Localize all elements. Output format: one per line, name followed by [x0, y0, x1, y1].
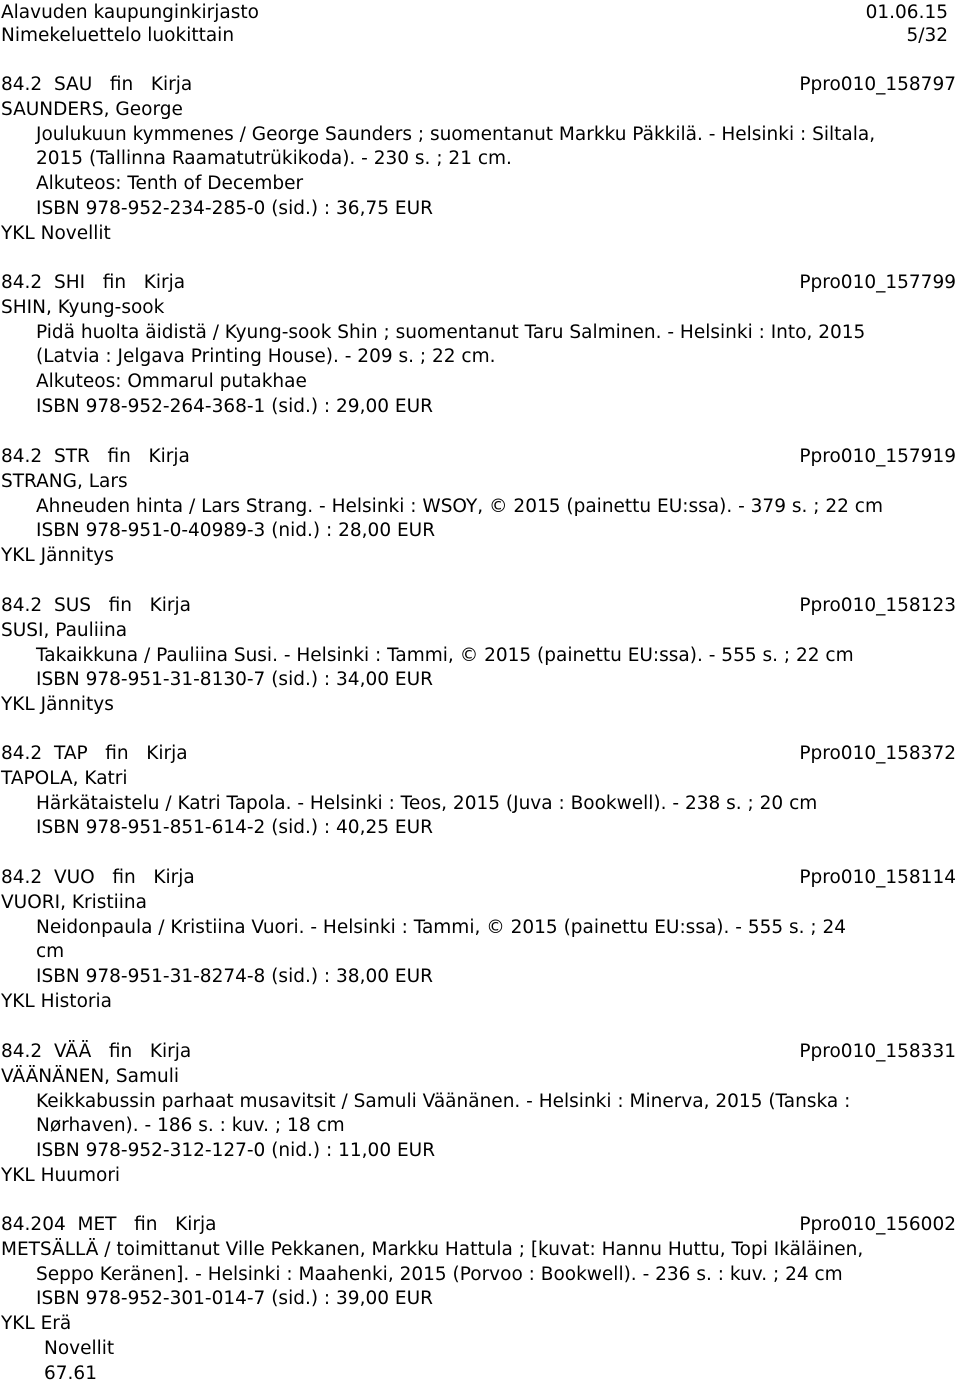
- record-isbn: ISBN 978-952-264-368-1 (sid.) : 29,00 EUR: [36, 395, 433, 417]
- record-id: Ppro010_158372: [799, 743, 956, 764]
- record-isbn: ISBN 978-952-312-127-0 (nid.) : 11,00 EUR: [36, 1140, 436, 1162]
- record-author: SAUNDERS, George: [1, 98, 183, 120]
- record-isbn: ISBN 978-952-234-285-0 (sid.) : 36,75 EUR: [36, 197, 433, 219]
- record-id: Ppro010_156002: [799, 1214, 956, 1235]
- record-id: Ppro010_158331: [799, 1041, 956, 1062]
- call-number: 84.204 MET fin Kirja: [1, 1214, 217, 1235]
- record-metsalla: [0, 1213, 958, 1387]
- record-isbn: ISBN 978-952-301-014-7 (sid.) : 39,00 EUR: [36, 1288, 433, 1310]
- record-strang: [0, 445, 958, 569]
- call-number: 84.2 SAU fin Kirja: [1, 74, 193, 95]
- record-author: TAPOLA, Katri: [1, 767, 128, 789]
- record-id: Ppro010_158114: [799, 867, 956, 888]
- record-author: VUORI, Kristiina: [1, 891, 147, 913]
- record-heading: [0, 445, 958, 470]
- record-heading: [0, 271, 958, 296]
- record-id: Ppro010_158123: [799, 595, 956, 616]
- record-line: Pidä huolta äidistä / Kyung-sook Shin ; suomentanut Taru Salminen. - Helsinki : Into, 2015: [36, 321, 866, 343]
- record-ykl: YKL Historia: [1, 990, 112, 1012]
- record-ykl: YKL Huumori: [1, 1164, 121, 1186]
- call-number: 84.2 VUO fin Kirja: [1, 867, 195, 888]
- record-heading: [0, 866, 958, 891]
- record-isbn: ISBN 978-951-0-40989-3 (nid.) : 28,00 EUR: [36, 520, 436, 542]
- record-line: Takaikkuna / Pauliina Susi. - Helsinki : Tammi, © 2015 (painettu EU:ssa). - 555 s. ; 22 cm: [36, 644, 854, 666]
- record-line: Neidonpaula / Kristiina Vuori. - Helsinki : Tammi, © 2015 (painettu EU:ssa). - 555 s. ; 24: [36, 916, 847, 938]
- record-line: Alkuteos: Tenth of December: [36, 173, 304, 195]
- page-number: 5/32: [906, 25, 948, 46]
- record-heading: [0, 742, 958, 767]
- record-line: cm: [36, 941, 65, 963]
- record-ykl-extra: Novellit: [44, 1337, 115, 1359]
- record-heading: [0, 594, 958, 619]
- record-shin: [0, 271, 958, 420]
- record-ykl-class: 67.61: [44, 1362, 97, 1384]
- record-tapola: [0, 742, 958, 841]
- library-name: Alavuden kaupunginkirjasto: [1, 2, 259, 23]
- record-id: Ppro010_158797: [799, 74, 956, 95]
- record-line: (Latvia : Jelgava Printing House). - 209 s. ; 22 cm.: [36, 346, 496, 368]
- record-author: VÄÄNÄNEN, Samuli: [1, 1065, 180, 1087]
- record-ykl: YKL Novellit: [1, 222, 111, 244]
- record-line: Keikkabussin parhaat musavitsit / Samuli Väänänen. - Helsinki : Minerva, 2015 (Tanska :: [36, 1090, 851, 1112]
- record-line: Ahneuden hinta / Lars Strang. - Helsinki : WSOY, © 2015 (painettu EU:ssa). - 379 s. ; 22 cm: [36, 495, 883, 517]
- record-line: Seppo Keränen]. - Helsinki : Maahenki, 2015 (Porvoo : Bookwell). - 236 s. : kuv. ; 24 cm: [36, 1263, 843, 1285]
- record-author: SUSI, Pauliina: [1, 619, 128, 641]
- call-number: 84.2 SUS fin Kirja: [1, 595, 191, 616]
- record-title-line: METSÄLLÄ / toimittanut Ville Pekkanen, Markku Hattula ; [kuvat: Hannu Huttu, Topi Ikäläinen,: [1, 1238, 864, 1260]
- record-vuori: [0, 866, 958, 1015]
- record-susi: [0, 594, 958, 718]
- record-isbn: ISBN 978-951-851-614-2 (sid.) : 40,25 EUR: [36, 817, 433, 839]
- record-author: STRANG, Lars: [1, 470, 128, 492]
- record-line: Joulukuun kymmenes / George Saunders ; suomentanut Markku Päkkilä. - Helsinki : Siltala,: [36, 123, 876, 145]
- record-vaananen: [0, 1040, 958, 1189]
- record-id: Ppro010_157919: [799, 446, 956, 467]
- call-number: 84.2 VÄÄ fin Kirja: [1, 1041, 192, 1062]
- call-number: 84.2 SHI fin Kirja: [1, 272, 186, 293]
- list-title: Nimekeluettelo luokittain: [1, 25, 235, 46]
- record-ykl: YKL Jännitys: [1, 545, 114, 567]
- call-number: 84.2 STR fin Kirja: [1, 446, 190, 467]
- record-heading: [0, 1213, 958, 1238]
- record-heading: [0, 73, 958, 98]
- record-ykl: YKL Jännitys: [1, 694, 114, 716]
- record-line: Härkätaistelu / Katri Tapola. - Helsinki : Teos, 2015 (Juva : Bookwell). - 238 s. ; 20 cm: [36, 792, 818, 814]
- print-date: 01.06.15: [865, 2, 948, 23]
- record-line: Nørhaven). - 186 s. : kuv. ; 18 cm: [36, 1115, 345, 1137]
- record-id: Ppro010_157799: [799, 272, 956, 293]
- record-heading: [0, 1040, 958, 1065]
- record-saunders: [0, 73, 958, 247]
- record-author: SHIN, Kyung-sook: [1, 296, 165, 318]
- page-header-row-1: [0, 0, 956, 25]
- record-ykl: YKL Erä: [1, 1313, 72, 1335]
- record-line: Alkuteos: Ommarul putakhae: [36, 371, 307, 393]
- page-header-row-2: [0, 23, 956, 48]
- record-isbn: ISBN 978-951-31-8130-7 (sid.) : 34,00 EUR: [36, 669, 433, 691]
- record-isbn: ISBN 978-951-31-8274-8 (sid.) : 38,00 EUR: [36, 966, 433, 988]
- call-number: 84.2 TAP fin Kirja: [1, 743, 188, 764]
- record-line: 2015 (Tallinna Raamatutrükikoda). - 230 s. ; 21 cm.: [36, 148, 512, 170]
